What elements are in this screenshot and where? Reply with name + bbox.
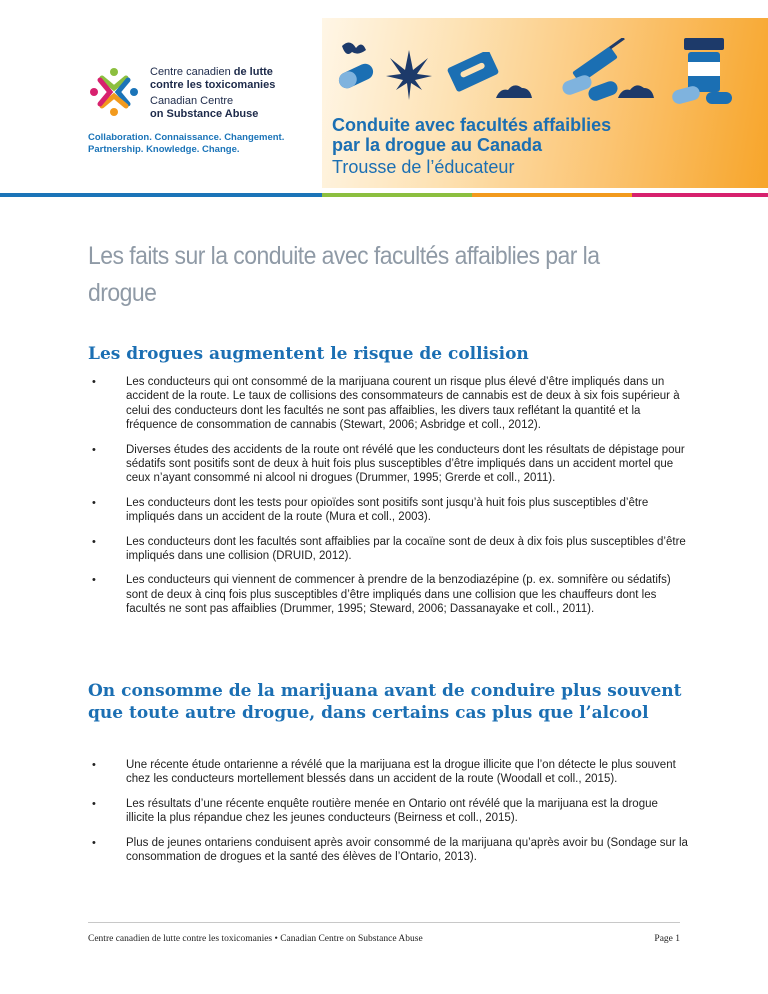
drug-icons — [332, 28, 752, 108]
kit-title: Conduite avec facultés affaiblies par la drogue au Canada — [332, 115, 612, 155]
list-item: • Diverses études des accidents de la route ont révélé que les conducteurs dont les résultats de dépistage pour sédatifs sont positifs sont de deux à huit fois plus susceptibles d’être impliqués dans un accident mortel que ceux n’ayant consommé ni alcool ni drogues (Drummer, 1995; Grerde et coll., 2011). — [88, 443, 688, 486]
footer-divider — [88, 922, 680, 923]
list-item: • Les conducteurs dont les tests pour opioïdes sont positifs sont jusqu’à huit fois plus susceptibles d’être impliqués dans un accident de la route (Mura et coll., 2003). — [88, 496, 688, 525]
color-stripe-pink — [632, 193, 768, 197]
pill-bottle-icon — [670, 34, 742, 108]
ccsa-logo-icon — [88, 66, 140, 118]
color-stripe-blue — [0, 193, 322, 197]
kit-subtitle: Trousse de l’éducateur — [332, 157, 515, 177]
pills-icon — [332, 38, 380, 98]
color-stripe-orange — [472, 193, 632, 197]
list-item: • Plus de jeunes ontariens conduisent après avoir consommé de la marijuana qu’après avoir bu (Sondage sur la consommation de drogues et la santé des élèves de l’Ontario, 2013). — [88, 836, 688, 865]
header-banner — [0, 0, 768, 200]
bullet-list-marijuana — [88, 758, 688, 874]
list-item: • Les conducteurs qui ont consommé de la marijuana courent un risque plus élevé d’être impliqués dans un accident de la route. Le taux de collisions des consommateurs de cannabis est de deux à six fois supérieur à celui des conducteurs dont les facultés ne sont pas affaiblies, les divers taux reflétant la quantité et la fréquence de consommation de cannabis (Stewart, 2006; Asbridge et coll., 2012). — [88, 375, 688, 433]
cannabis-leaf-icon — [384, 46, 434, 102]
bullet-list-collision-risk — [88, 375, 688, 627]
razor-blade-powder-icon — [444, 52, 536, 106]
color-stripe-green — [322, 193, 472, 197]
footer-org: Centre canadien de lutte contre les toxicomanies • Canadian Centre on Substance Abuse — [88, 934, 423, 944]
org-name-en: Canadian Centre on Substance Abuse — [150, 95, 259, 120]
list-item: • Une récente étude ontarienne a révélé que la marijuana est la drogue illicite que l’on détecte le plus souvent chez les conducteurs mortellement blessés dans un accident de la route (Woodall et coll., 2015). — [88, 758, 688, 787]
page-title: Les faits sur la conduite avec facultés affaiblies par la drogue — [88, 242, 600, 307]
list-item: • Les conducteurs qui viennent de commencer à prendre de la benzodiazépine (p. ex. somnifère ou sédatifs) sont de deux à cinq fois plus susceptibles d’être impliqués dans une collision que les chauffeurs dont les facultés ne sont pas affaiblies (Drummer, 1995; Steward, 2006; Dassanayake et coll., 2011). — [88, 573, 688, 616]
syringe-icon — [558, 38, 658, 104]
section-heading-marijuana: On consomme de la marijuana avant de conduire plus souvent que toute autre drogue, dans certains cas plus que l’alcool — [88, 681, 682, 723]
list-item: • Les résultats d’une récente enquête routière menée en Ontario ont révélé que la marijuana est la drogue illicite la plus répandue chez les jeunes conducteurs (Beirness et coll., 2015). — [88, 797, 688, 826]
section-heading-collision-risk: Les drogues augmentent le risque de collision — [88, 344, 529, 364]
page-number: Page 1 — [654, 934, 680, 944]
list-item: • Les conducteurs dont les facultés sont affaiblies par la cocaïne sont de deux à dix fois plus susceptibles d’être impliqués dans une collision (DRUID, 2012). — [88, 535, 688, 564]
org-name-fr: Centre canadien de lutte contre les toxicomanies — [150, 66, 276, 91]
tagline: Collaboration. Connaissance. Changement. Partnership. Knowledge. Change. — [88, 132, 285, 155]
